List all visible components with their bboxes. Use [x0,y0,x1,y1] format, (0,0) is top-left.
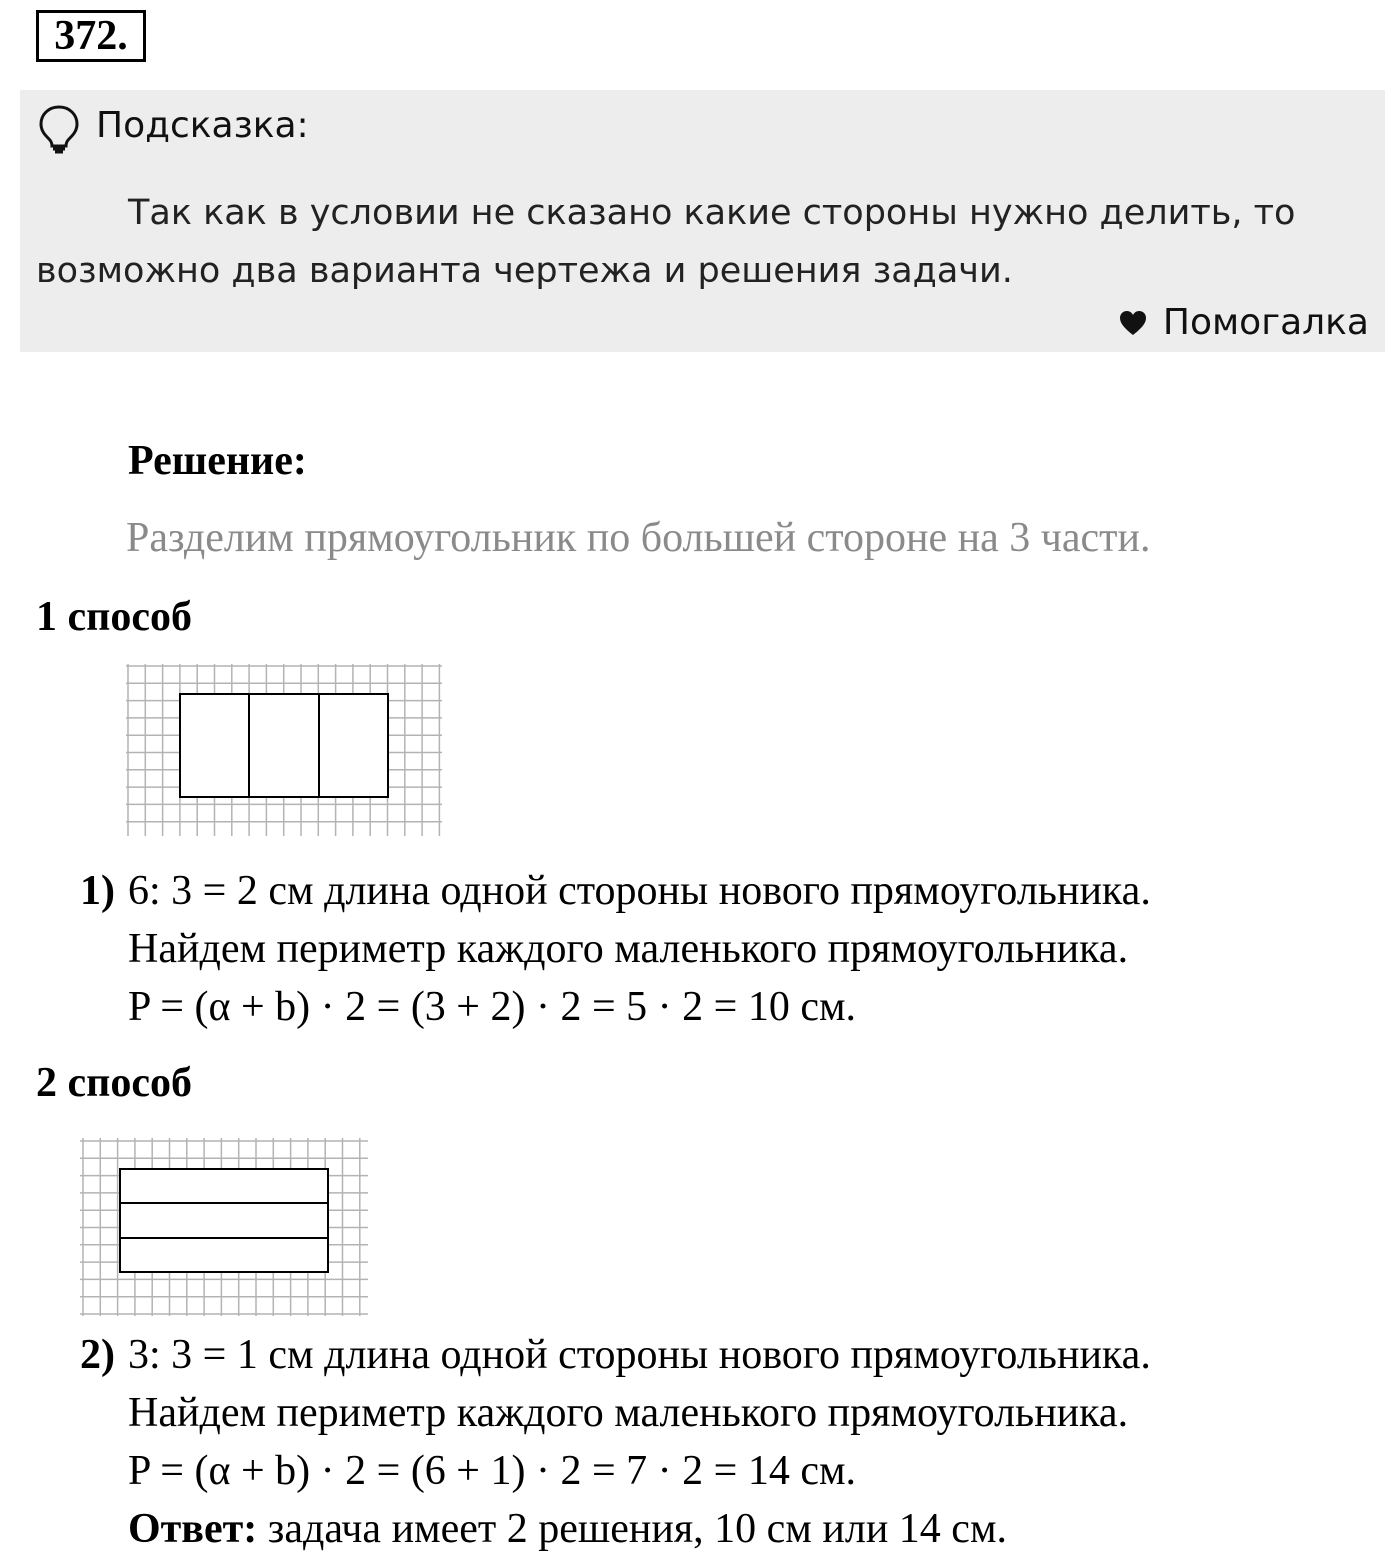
solution-intro: Разделим прямоугольник по большей стороне на 3 части. [126,515,1151,561]
step-number: 1) [80,868,115,914]
method1-heading: 1 способ [36,594,192,640]
solution-heading: Решение: [128,438,307,484]
step-formula: P = (α + b) · 2 = (6 + 1) · 2 = 7 · 2 = 14 см. [128,1448,857,1494]
task-number: 372. [36,10,146,62]
step-line: 6: 3 = 2 см длина одной стороны нового прямоугольника. [128,868,1151,914]
method2-figure [80,1138,368,1316]
step-line: Найдем периметр каждого маленького прямоугольника. [128,926,1129,972]
step-line: Найдем периметр каждого маленького прямоугольника. [128,1390,1129,1436]
step-number: 2) [80,1332,115,1378]
method1-figure [126,664,442,836]
brand-label [1119,300,1369,346]
hint-text: Так как в условии не сказано какие стороны нужно делить, то возможно два варианта чертежа и решения задачи. [36,193,1296,291]
hint-box [20,90,1385,352]
answer-label: Ответ: [128,1506,258,1552]
rectangle-outline [120,1169,328,1272]
hint-title: Подсказка: [96,105,309,146]
method2-heading: 2 способ [36,1060,192,1106]
heart-icon [1119,310,1147,336]
answer-line [128,1500,1007,1558]
step-formula: P = (α + b) · 2 = (3 + 2) · 2 = 5 · 2 = 10 см. [128,984,857,1030]
answer-text: задача имеет 2 решения, 10 см или 14 см. [257,1506,1008,1552]
lightbulb-icon [36,104,82,159]
step-line: 3: 3 = 1 см длина одной стороны нового прямоугольника. [128,1332,1151,1378]
rectangle-outline [180,694,388,797]
brand-text: Помогалка [1162,302,1369,343]
